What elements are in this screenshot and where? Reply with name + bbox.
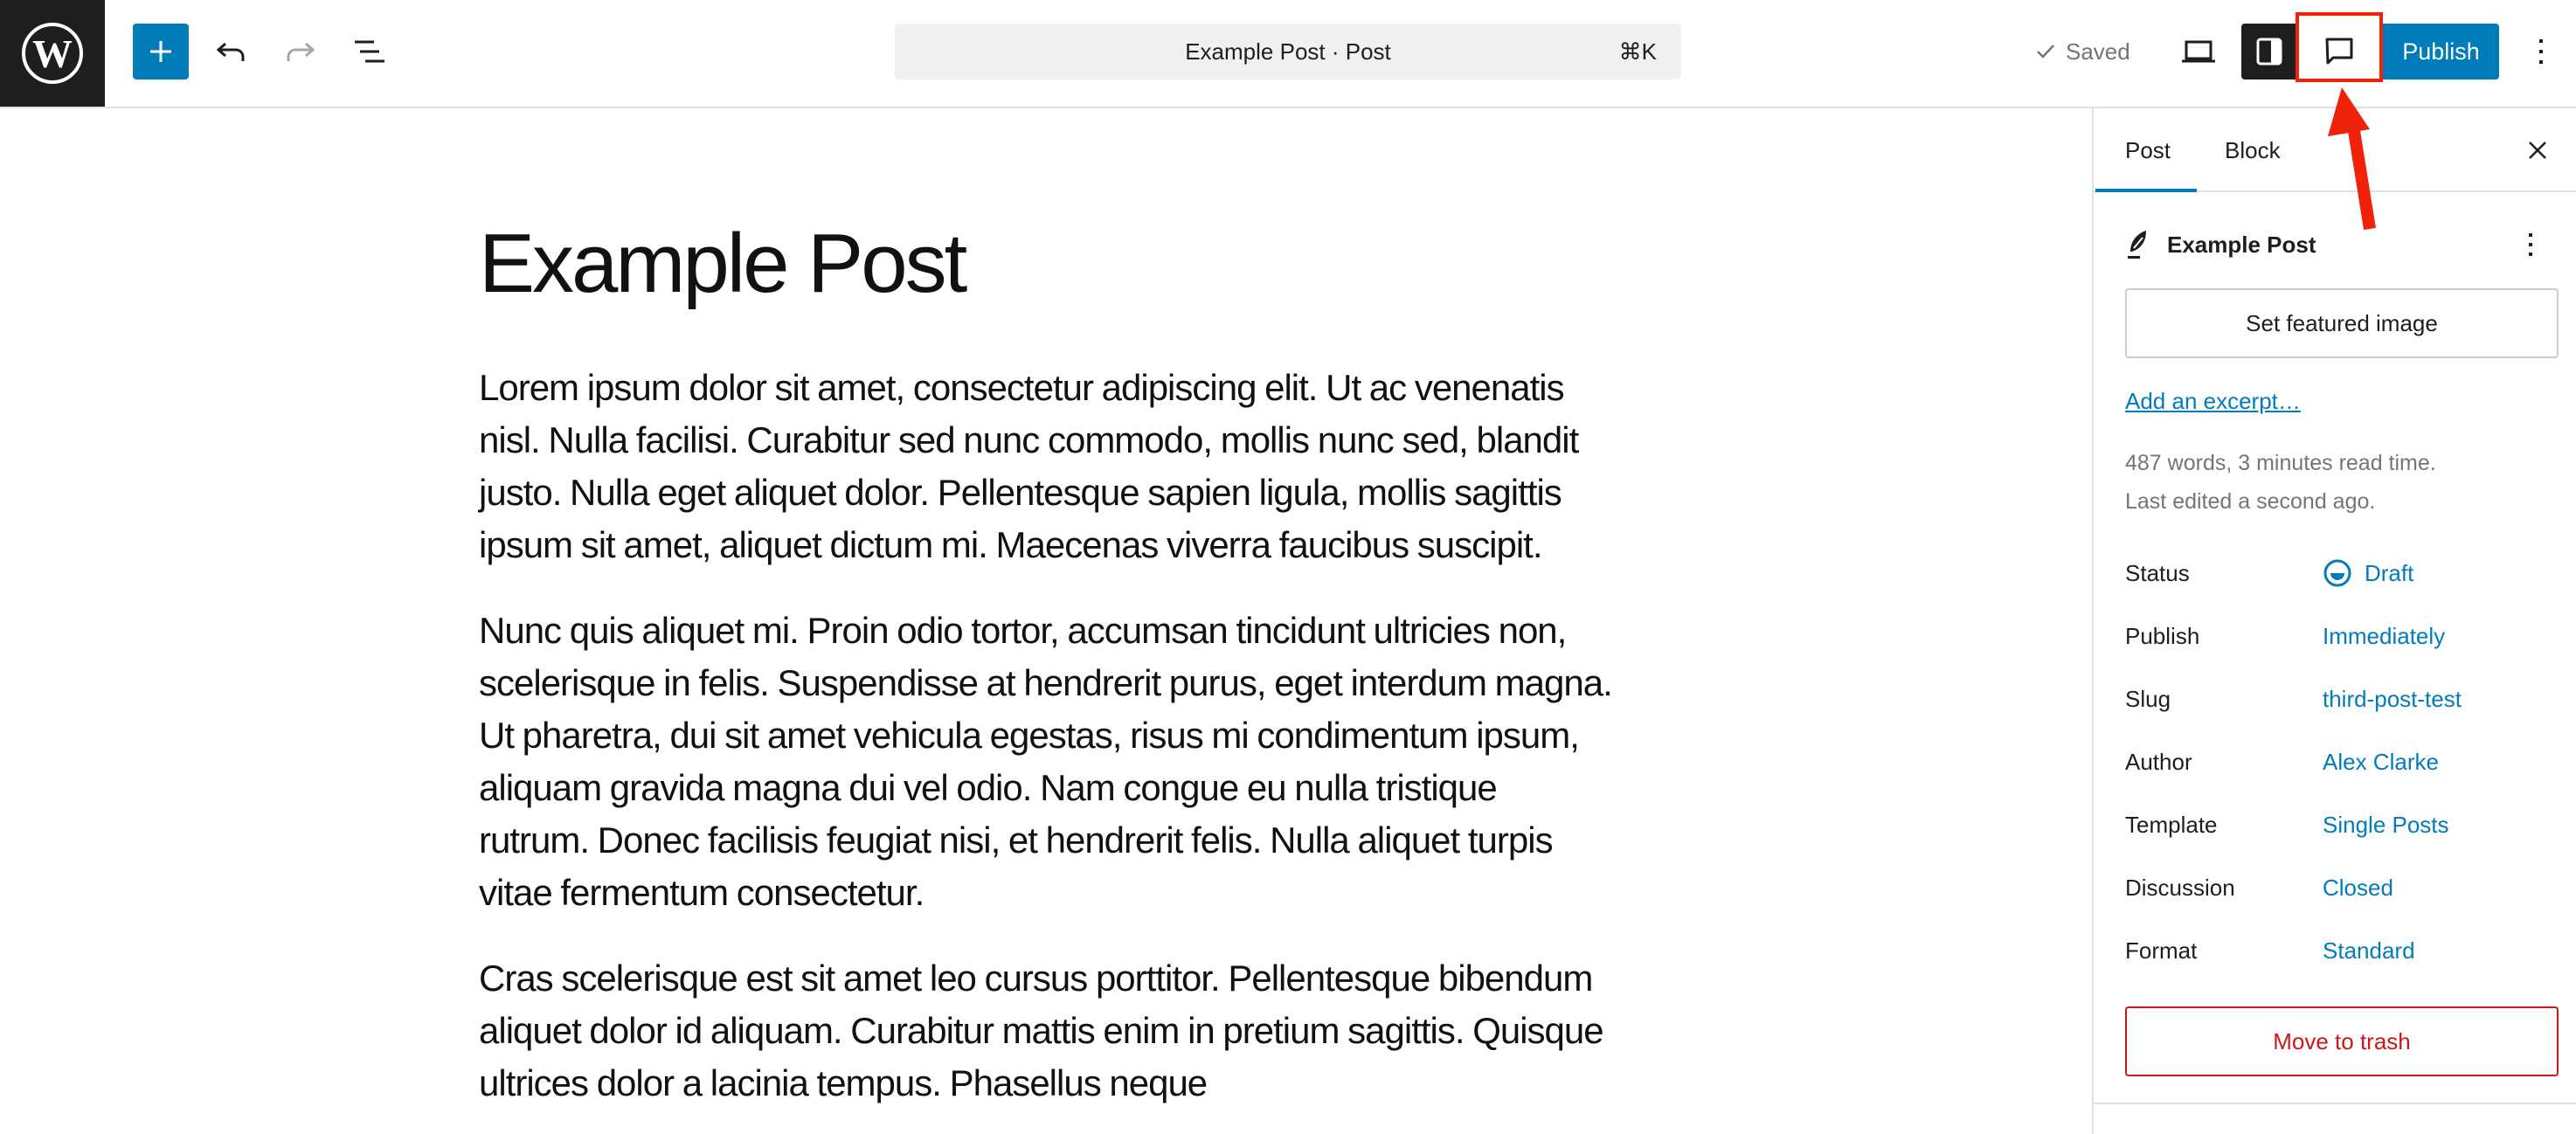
undo-icon xyxy=(215,38,246,65)
redo-icon xyxy=(285,38,316,65)
property-label: Author xyxy=(2125,748,2192,775)
redo-button[interactable] xyxy=(273,24,329,80)
author-button[interactable]: Alex Clarke xyxy=(2323,748,2439,775)
post-content xyxy=(479,362,1615,1134)
discussion-button[interactable]: Closed xyxy=(2323,874,2393,901)
keyboard-shortcut: ⌘K xyxy=(1618,38,1657,65)
settings-button[interactable] xyxy=(2241,24,2297,80)
settings-sidebar xyxy=(2092,108,2576,1134)
add-excerpt-link[interactable]: Add an excerpt… xyxy=(2125,388,2301,414)
last-edited: Last edited a second ago. xyxy=(2125,489,2376,514)
wordpress-logo-icon xyxy=(21,22,84,85)
property-label: Format xyxy=(2125,937,2198,964)
options-button[interactable] xyxy=(2513,24,2569,80)
comment-icon xyxy=(2323,36,2355,67)
comment-button[interactable] xyxy=(2298,24,2380,80)
wordpress-logo-button[interactable] xyxy=(0,0,105,107)
word-count: 487 words, 3 minutes read time. xyxy=(2125,451,2436,475)
property-label: Status xyxy=(2125,559,2190,586)
close-sidebar-button[interactable] xyxy=(2515,128,2560,173)
property-label: Slug xyxy=(2125,685,2171,712)
tab-post[interactable]: Post xyxy=(2125,136,2171,163)
svg-text:W: W xyxy=(32,31,73,76)
publish-date-button[interactable]: Immediately xyxy=(2323,622,2446,649)
property-label: Discussion xyxy=(2125,874,2235,901)
set-featured-image-button[interactable]: Set featured image xyxy=(2125,288,2559,358)
sidebar-toggle-icon xyxy=(2255,37,2283,66)
draft-status-icon xyxy=(2323,558,2352,588)
format-button[interactable]: Standard xyxy=(2323,937,2415,964)
post-card xyxy=(2125,218,2548,271)
property-label: Publish xyxy=(2125,622,2200,649)
post-title[interactable]: Example Post xyxy=(479,217,966,310)
property-row-publish xyxy=(2125,605,2548,667)
plus-icon xyxy=(148,38,174,65)
close-icon xyxy=(2527,140,2548,161)
sidebar-tabs xyxy=(2094,108,2576,192)
kebab-icon xyxy=(2537,38,2545,66)
checkmark-icon xyxy=(2034,40,2057,63)
property-row-slug xyxy=(2125,667,2548,730)
laptop-icon xyxy=(2180,38,2217,65)
command-palette-button[interactable] xyxy=(895,24,1681,80)
post-card-title: Example Post xyxy=(2167,231,2316,258)
property-row-status xyxy=(2125,542,2548,605)
saved-indicator xyxy=(2034,24,2130,80)
divider xyxy=(2094,1103,2576,1104)
property-label: Template xyxy=(2125,811,2218,838)
property-row-format xyxy=(2125,919,2548,982)
block-inserter-button[interactable] xyxy=(133,24,189,80)
property-row-author xyxy=(2125,730,2548,793)
move-to-trash-button[interactable]: Move to trash xyxy=(2125,1006,2559,1076)
kebab-icon xyxy=(2527,232,2534,258)
tab-block[interactable]: Block xyxy=(2225,136,2281,163)
view-button[interactable] xyxy=(2171,24,2226,80)
paragraph-block[interactable]: Lorem ipsum dolor sit amet, consectetur adipiscing elit. Ut ac venenatis nisl. Nulla facilisi. Curabitur sed nunc commodo, mollis nunc sed, blandit justo. Nulla eget aliquet dolor. Pellentesque sapien ligula, mollis sagittis ipsum sit amet, aliquet dictum mi. Maecenas viverra faucibus suscipit. xyxy=(479,367,1579,565)
slug-button[interactable]: third-post-test xyxy=(2323,685,2462,712)
paragraph-block[interactable]: Cras scelerisque est sit amet leo cursus porttitor. Pellentesque bibendum aliquet dolor id aliquam. Curabitur mattis enim in pretium sagittis. Quisque ultrices dolor a lacinia tempus. Phasellus neque xyxy=(479,958,1603,1103)
property-value: Draft xyxy=(2365,559,2414,586)
publish-button[interactable]: Publish xyxy=(2383,24,2499,80)
post-meta-info xyxy=(2125,444,2436,521)
paragraph-block[interactable]: Nunc quis aliquet mi. Proin odio tortor, accumsan tincidunt ultricies non, scelerisque in felis. Suspendisse at hendrerit purus, eget interdum magna. Ut pharetra, dui sit amet vehicula egestas, risus mi condimentum ipsum, aliquam gravida magna dui vel odio. Nam congue eu nulla tristique rutrum. Donec facilisis feugiat nisi, et hendrerit felis. Nulla aliquet turpis vitae fermentum consectetur. xyxy=(479,610,1612,913)
active-tab-indicator xyxy=(2095,189,2197,192)
template-button[interactable]: Single Posts xyxy=(2323,811,2449,838)
undo-button[interactable] xyxy=(203,24,259,80)
editor-header xyxy=(0,0,2576,108)
property-row-template xyxy=(2125,793,2548,856)
status-value-button[interactable] xyxy=(2323,558,2413,588)
post-actions-button[interactable] xyxy=(2513,225,2548,264)
post-feather-icon xyxy=(2125,229,2150,260)
editor-canvas[interactable] xyxy=(0,108,2092,1134)
document-title: Example Post · Post xyxy=(1185,38,1391,65)
saved-label: Saved xyxy=(2066,38,2130,65)
property-row-discussion xyxy=(2125,856,2548,919)
list-view-icon xyxy=(353,38,388,65)
post-properties xyxy=(2125,542,2548,982)
document-overview-button[interactable] xyxy=(343,24,398,80)
